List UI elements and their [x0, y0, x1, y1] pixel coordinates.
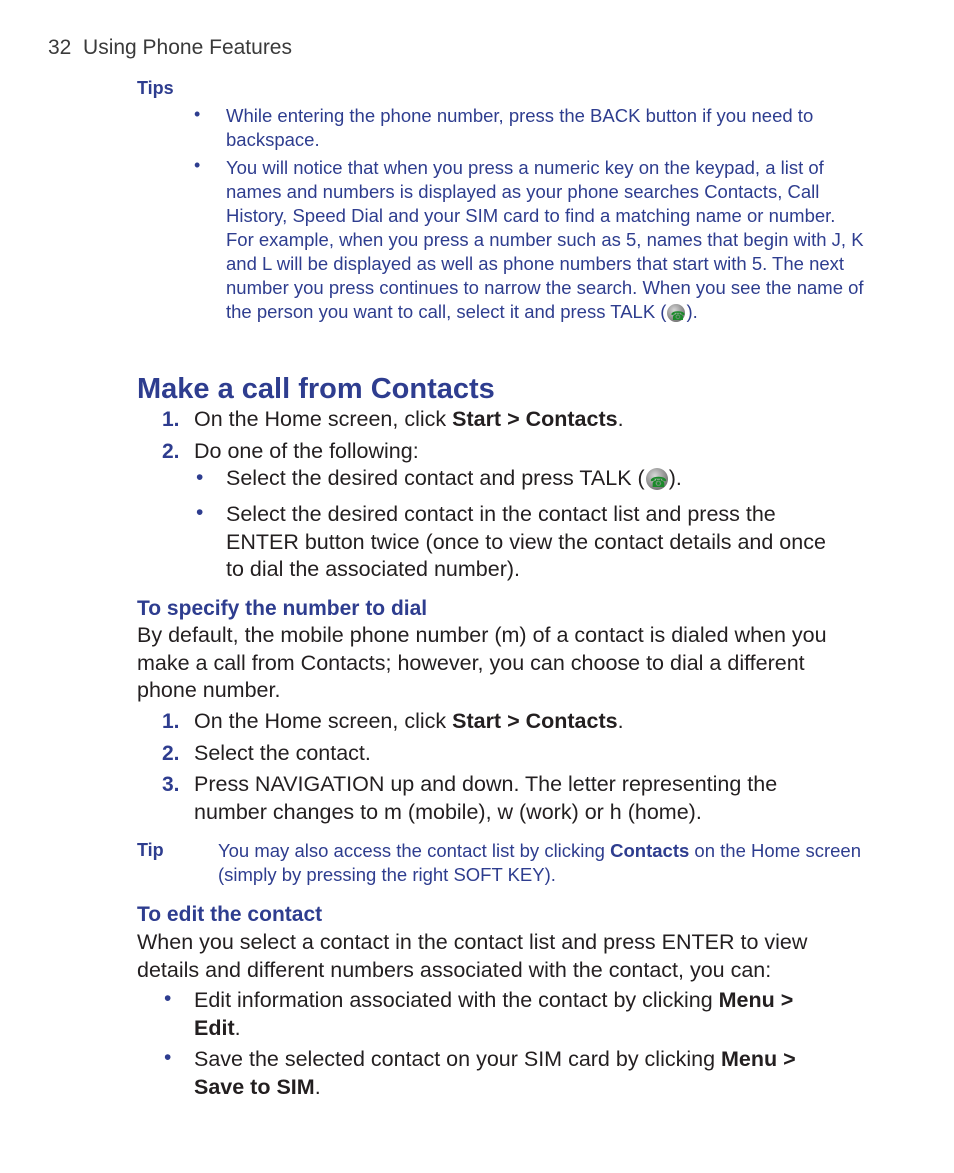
step-text: Do one of the following:: [194, 439, 419, 463]
page-number: 32: [48, 36, 72, 59]
step-text: [194, 708, 844, 736]
section-heading-edit-contact: To edit the contact: [137, 903, 323, 926]
bullet-text: [194, 987, 844, 1042]
step-number: 1.: [162, 710, 180, 733]
sub-bullet-text-end: ).: [668, 466, 682, 490]
bullet-text: [194, 1046, 844, 1101]
step-number: 2.: [162, 440, 180, 463]
step-text-plain: On the Home screen, click: [194, 407, 453, 431]
section-heading-make-call: Make a call from Contacts: [137, 373, 495, 405]
bullet-icon: •: [196, 466, 204, 489]
bullet-text-bold: Menu > Edit: [194, 988, 794, 1040]
bullet-icon: •: [164, 987, 172, 1010]
running-head: [48, 36, 292, 60]
step-text-end: .: [617, 709, 624, 733]
tip-item-1: While entering the phone number, press the BACK button if you need to backspace.: [226, 105, 814, 150]
tip-text-plain: You may also access the contact list by clicking: [218, 840, 611, 861]
bullet-text-bold: Menu > Save to SIM: [194, 1047, 796, 1099]
step-text-bold: Start > Contacts: [452, 407, 618, 431]
section-intro: By default, the mobile phone number (m) of a contact is dialed when you make a call from Contacts; however, you can choose to dial a different phone number.: [137, 623, 827, 702]
bullet-icon: •: [164, 1046, 172, 1069]
step-text-plain: On the Home screen, click: [194, 709, 453, 733]
step-text: Select the contact.: [194, 741, 371, 765]
bullet-text-end: .: [234, 1015, 241, 1040]
bullet-text-plain: Edit information associated with the contact by clicking: [194, 988, 719, 1012]
step-number: 1.: [162, 408, 180, 431]
step-text-end: .: [617, 407, 624, 431]
tip-item-2-text: You will notice that when you press a numeric key on the keypad, a list of names and numbers is displayed as your phone searches Contacts, Call History, Speed Dial and your SIM card to find a matching name or number. For example, when you press a number such as 5, names that begin with J, K and L will be displayed as well as phone numbers that start with 5. The next number you press continues to narrow the search. When you see the name of the person you want to call, select it and press TALK (: [226, 157, 864, 322]
bullet-text-plain: Save the selected contact on your SIM card by clicking: [194, 1047, 722, 1071]
section-intro: When you select a contact in the contact list and press ENTER to view details and different numbers associated with the contact, you can:: [137, 930, 808, 982]
section-heading-specify-number: To specify the number to dial: [137, 597, 428, 620]
step-text: Press NAVIGATION up and down. The letter representing the number changes to m (mobile), w (work) or h (home).: [194, 772, 778, 824]
talk-button-icon: [667, 304, 685, 322]
talk-button-icon: [646, 468, 668, 490]
sub-bullet-text-plain: Select the desired contact and press TALK (: [226, 466, 645, 490]
tip-item-2: [226, 156, 866, 324]
step-text: [194, 406, 844, 434]
section-name: Using Phone Features: [83, 36, 292, 59]
step-number: 3.: [162, 773, 180, 796]
tip-text-bold: Contacts: [610, 840, 690, 861]
step-number: 2.: [162, 742, 180, 765]
tip-text: [218, 839, 868, 887]
bullet-icon: •: [194, 104, 201, 124]
bullet-icon: •: [194, 155, 201, 175]
sub-bullet-text: Select the desired contact in the contact list and press the ENTER button twice (once to view the contact details and once to dial the associated number).: [226, 502, 826, 581]
tip-item-2-end: ).: [686, 301, 698, 322]
bullet-text-end: .: [314, 1074, 321, 1099]
tips-label: Tips: [137, 78, 174, 98]
bullet-icon: •: [196, 501, 204, 524]
tip-text-end: on the Home screen (simply by pressing the right SOFT KEY).: [218, 840, 862, 885]
tip-label: Tip: [137, 840, 164, 860]
sub-bullet-text: [226, 465, 846, 493]
step-text-bold: Start > Contacts: [452, 709, 618, 733]
